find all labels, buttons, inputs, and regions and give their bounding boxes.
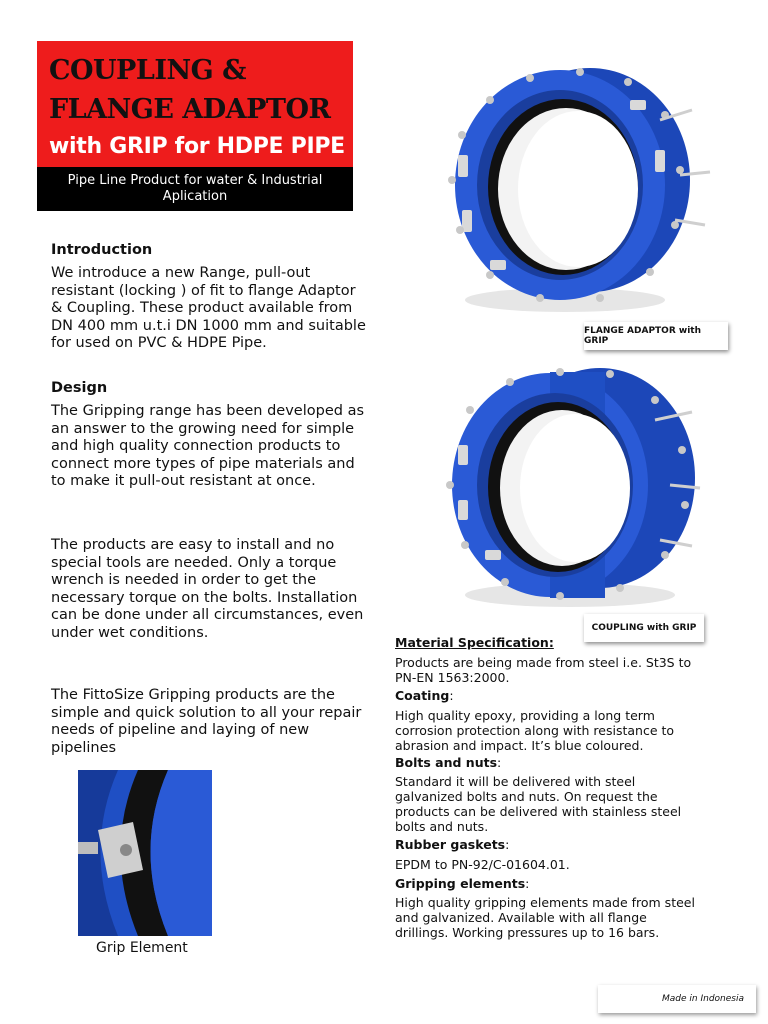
design-paragraph-3: The FittoSize Gripping products are the simple and quick solution to all your repair needs of pipeline and laying of new pipelines xyxy=(51,687,362,756)
introduction-text: We introduce a new Range, pull-out resistant (locking ) of fit to flange Adaptor & Coupling. These product available from DN 400 mm u.t.i DN 1000 mm and suitable for used on PVC & HDPE Pipe. xyxy=(51,265,366,352)
material-spec-text: Products are being made from steel i.e. St3S to PN-EN 1563:2000. xyxy=(395,655,692,685)
subtitle: with GRIP for HDPE PIPE xyxy=(49,134,345,159)
material-spec-heading: Material Specification: xyxy=(395,635,554,650)
flange-adaptor-caption: FLANGE ADAPTOR with GRIP xyxy=(584,322,728,350)
coupling-caption: COUPLING with GRIP xyxy=(584,614,704,642)
bolts-heading: Bolts and nuts: xyxy=(395,755,502,770)
introduction-heading: Introduction xyxy=(51,242,153,258)
gaskets-heading-label: Rubber gaskets xyxy=(395,837,506,852)
gripping-heading-label: Gripping elements xyxy=(395,876,526,891)
tagline: Pipe Line Product for water & Industrial Aplication xyxy=(37,167,353,211)
coating-text: High quality epoxy, providing a long term corrosion protection along with resistance to abrasion and impact. It’s blue coloured. xyxy=(395,708,675,753)
coating-heading: Coating: xyxy=(395,688,454,703)
title-line-2: FLANGE ADAPTOR xyxy=(49,94,331,125)
gaskets-text: EPDM to PN-92/C-01604.01. xyxy=(395,857,570,872)
coupling-image xyxy=(430,360,710,615)
gripping-text: High quality gripping elements made from steel and galvanized. Available with all flange drillings. Working pressures up to 16 bars. xyxy=(395,895,695,940)
grip-element-caption: Grip Element xyxy=(96,940,188,956)
flange-adaptor-image xyxy=(430,60,720,320)
coating-heading-label: Coating xyxy=(395,688,450,703)
title-line-1: COUPLING & xyxy=(49,55,246,86)
gripping-heading: Gripping elements: xyxy=(395,876,530,891)
made-in-badge: Made in Indonesia xyxy=(598,985,756,1013)
gaskets-heading: Rubber gaskets: xyxy=(395,837,510,852)
design-paragraph-2: The products are easy to install and no special tools are needed. Only a torque wrench is needed in order to get the necessary torque on the bolts. Installation can be done under all circumstances, even under wet conditions. xyxy=(51,537,364,641)
design-paragraph-1: The Gripping range has been developed as an answer to the growing need for simple and high quality connection products to connect more types of pipe materials and to make it pull-out resistant at once. xyxy=(51,403,365,490)
grip-element-image xyxy=(78,770,212,936)
title-banner xyxy=(37,41,353,167)
bolts-text: Standard it will be delivered with steel galvanized bolts and nuts. On request the products can be delivered with stainless steel bolts and nuts. xyxy=(395,774,682,834)
bolts-heading-label: Bolts and nuts xyxy=(395,755,498,770)
design-heading: Design xyxy=(51,380,108,396)
